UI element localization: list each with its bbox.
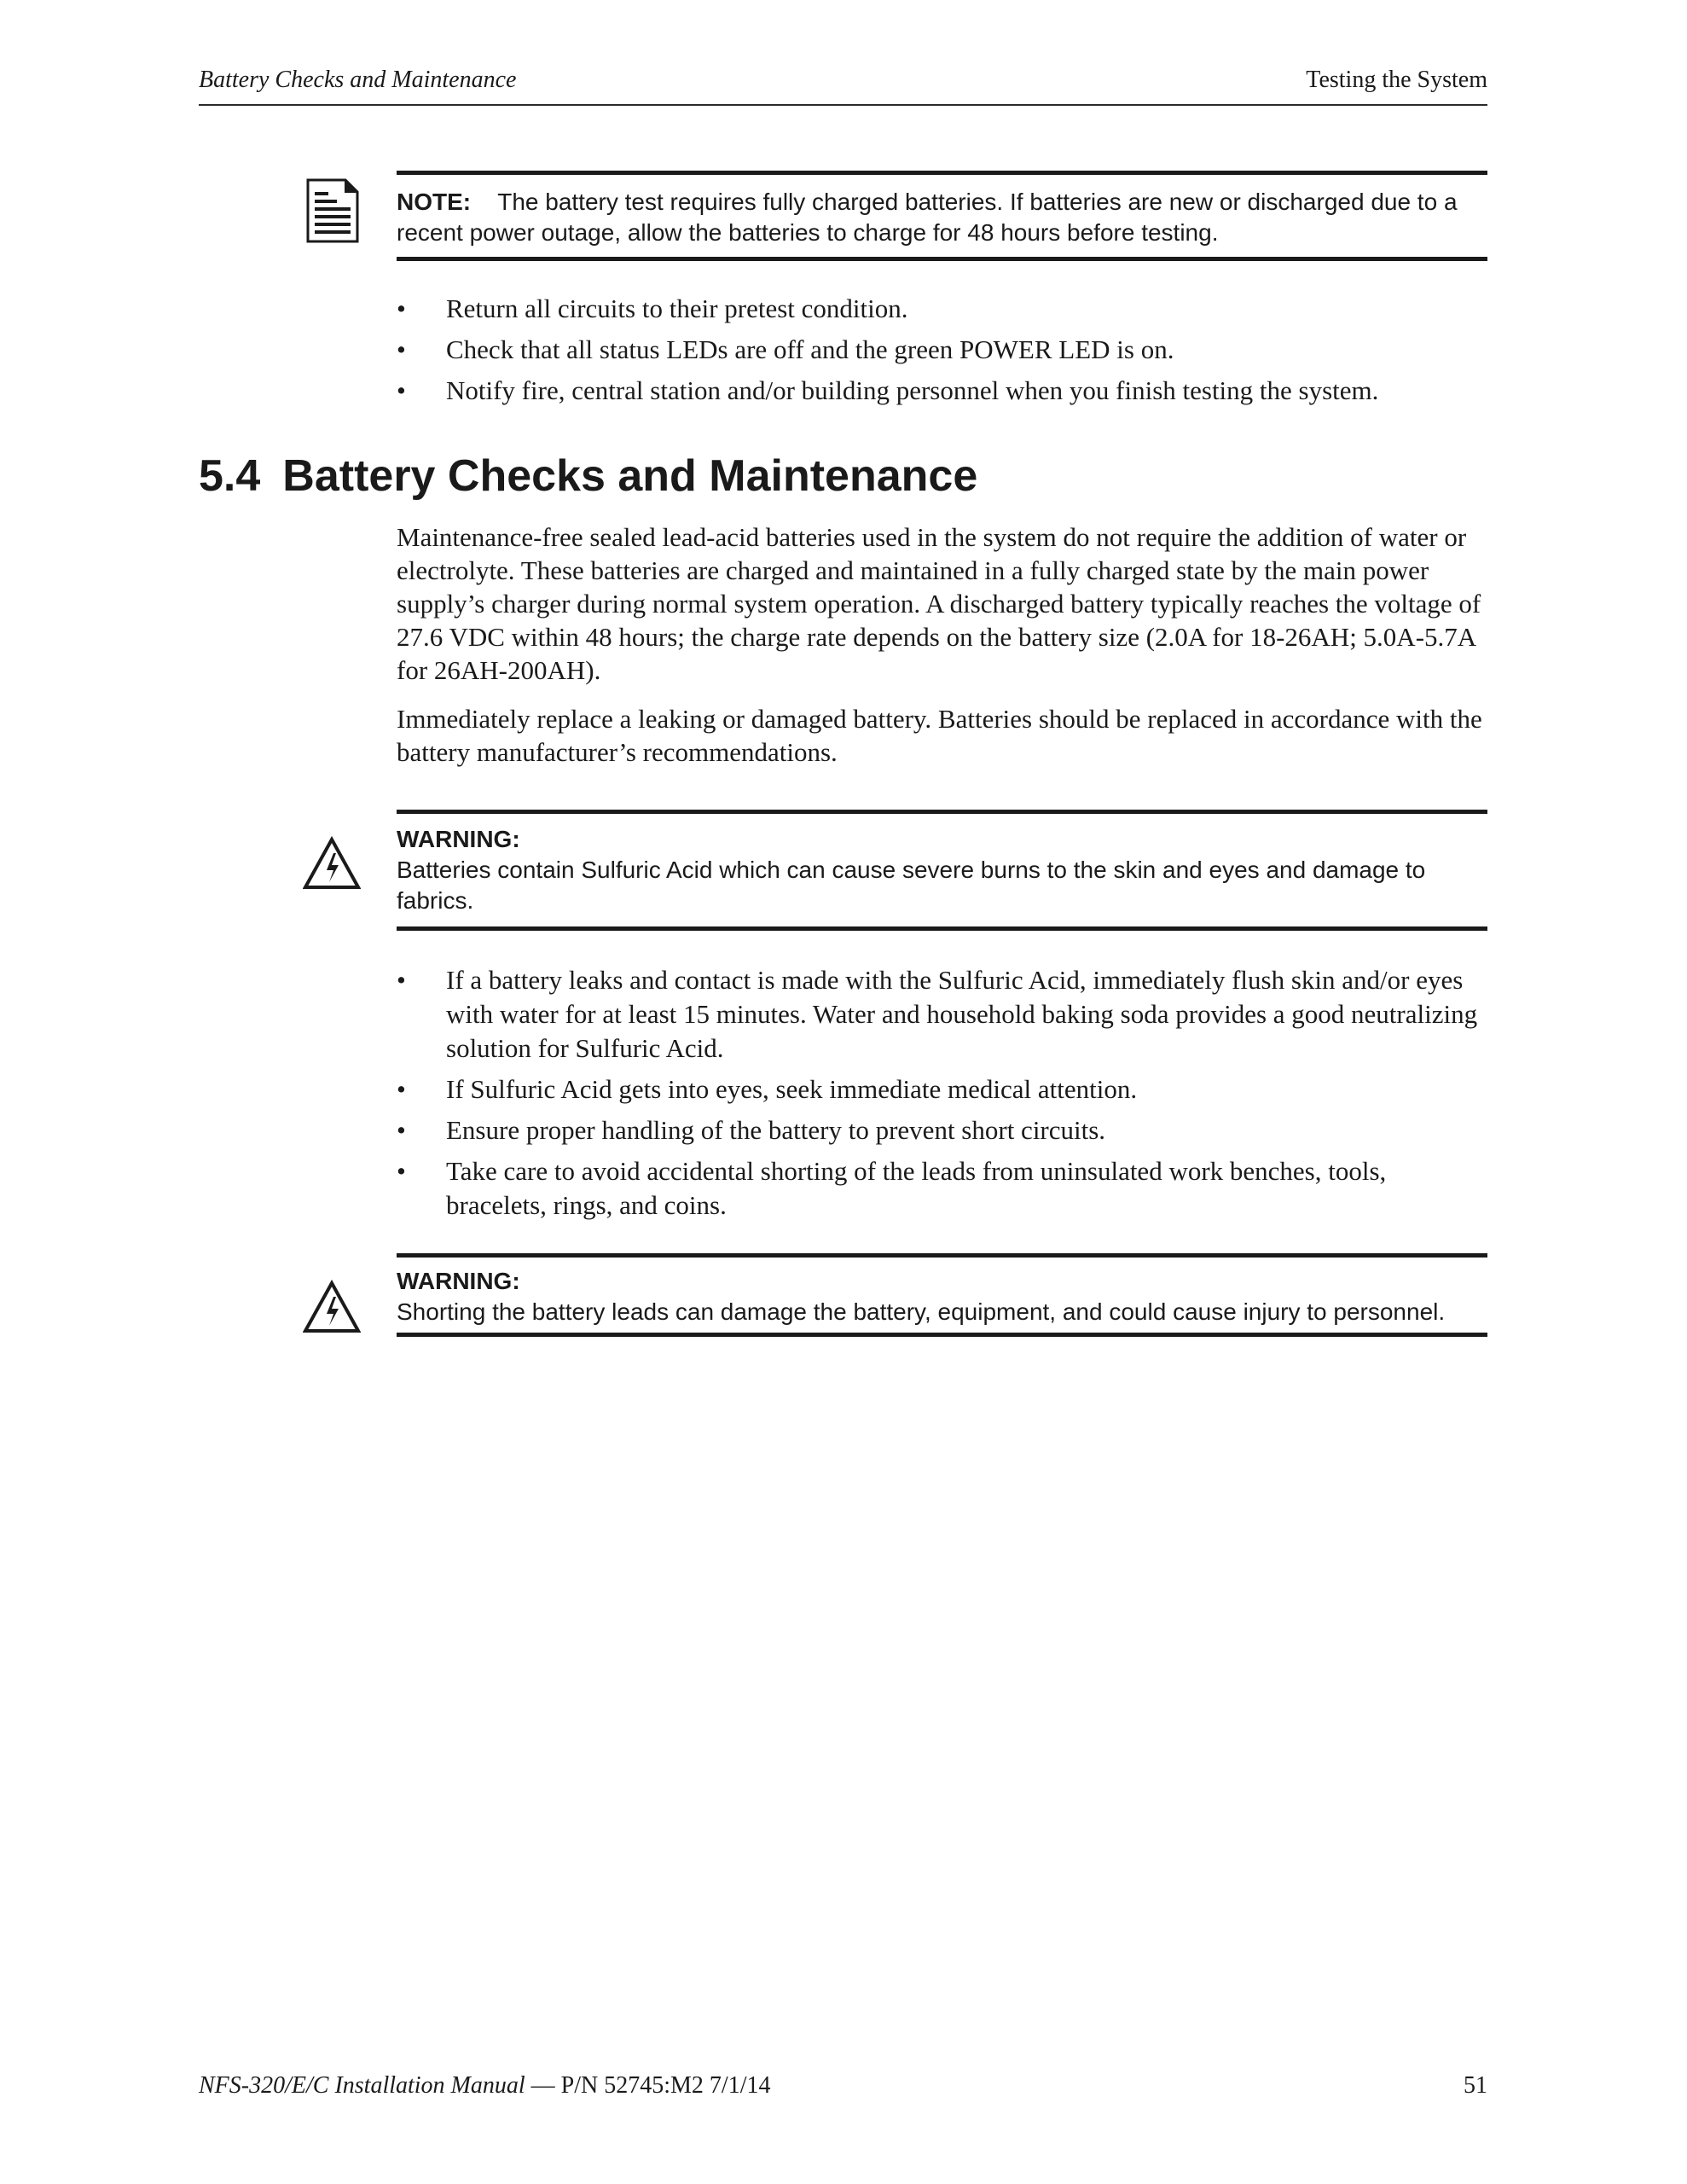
- body-paragraph: Maintenance-free sealed lead-acid batteries used in the system do not require the addition of water or electrolyte. These batteries are charged and maintained in a fully charged state by the main power supply’s charger during normal system operation. A discharged battery typically reaches the voltage of 27.6 VDC within 48 hours; the charge rate depends on the battery size (2.0A for 18-26AH; 5.0A-5.7A for 26AH-200AH).: [397, 522, 1481, 685]
- note-text: The battery test requires fully charged batteries. If batteries are new or discharged due to a recent power outage, allow the batteries to charge for 48 hours before testing.: [397, 189, 1458, 246]
- list-item: • Return all circuits to their pretest condition.: [397, 292, 1487, 326]
- list-item: • Notify fire, central station and/or building personnel when you finish testing the system.: [397, 374, 1487, 408]
- electrical-hazard-icon: [303, 829, 361, 897]
- section-title: Battery Checks and Maintenance: [282, 451, 978, 501]
- list-item: • If Sulfuric Acid gets into eyes, seek immediate medical attention.: [397, 1072, 1487, 1107]
- list-item: • If a battery leaks and contact is made with the Sulfuric Acid, immediately flush skin and/or eyes with water for at least 15 minutes. Water and household baking soda provides a good neutralizing solution for Sulfuric Acid.: [397, 963, 1487, 1066]
- body-paragraph: Immediately replace a leaking or damaged battery. Batteries should be replaced in accordance with the battery manufacturer’s recommendations.: [397, 704, 1482, 767]
- warning-box: [397, 810, 1487, 931]
- list-item: • Ensure proper handling of the battery to prevent short circuits.: [397, 1113, 1487, 1147]
- section-heading: [199, 449, 977, 503]
- list-item: • Check that all status LEDs are off and the green POWER LED is on.: [397, 333, 1487, 367]
- footer-manual-reference: [199, 2072, 770, 2099]
- page-footer: [199, 2072, 1487, 2100]
- warning-text: Batteries contain Sulfuric Acid which can cause severe burns to the skin and eyes and damage to fabrics.: [397, 857, 1426, 914]
- acid-safety-list: [397, 963, 1487, 1229]
- pretest-checklist: [397, 292, 1487, 415]
- note-label: NOTE:: [397, 189, 472, 215]
- warning-text: Shorting the battery leads can damage the battery, equipment, and could cause injury to personnel.: [397, 1298, 1446, 1325]
- electrical-hazard-icon: [303, 1273, 361, 1341]
- header-chapter-title: Battery Checks and Maintenance: [199, 67, 517, 93]
- page-number: 51: [1464, 2072, 1487, 2099]
- warning-label: WARNING:: [397, 826, 520, 852]
- section-number: 5.4: [199, 451, 261, 501]
- warning-box: [397, 1253, 1487, 1337]
- note-box: [397, 171, 1487, 261]
- warning-label: WARNING:: [397, 1268, 520, 1294]
- footer-manual-title: NFS-320/E/C Installation Manual: [199, 2072, 525, 2099]
- list-item: • Take care to avoid accidental shorting of the leads from uninsulated work benches, tools, bracelets, rings, and coins.: [397, 1154, 1487, 1223]
- footer-part-number: — P/N 52745:M2 7/1/14: [525, 2072, 771, 2099]
- note-document-icon: [303, 177, 361, 245]
- running-header: [199, 67, 1487, 106]
- header-section-title: Testing the System: [1306, 67, 1487, 93]
